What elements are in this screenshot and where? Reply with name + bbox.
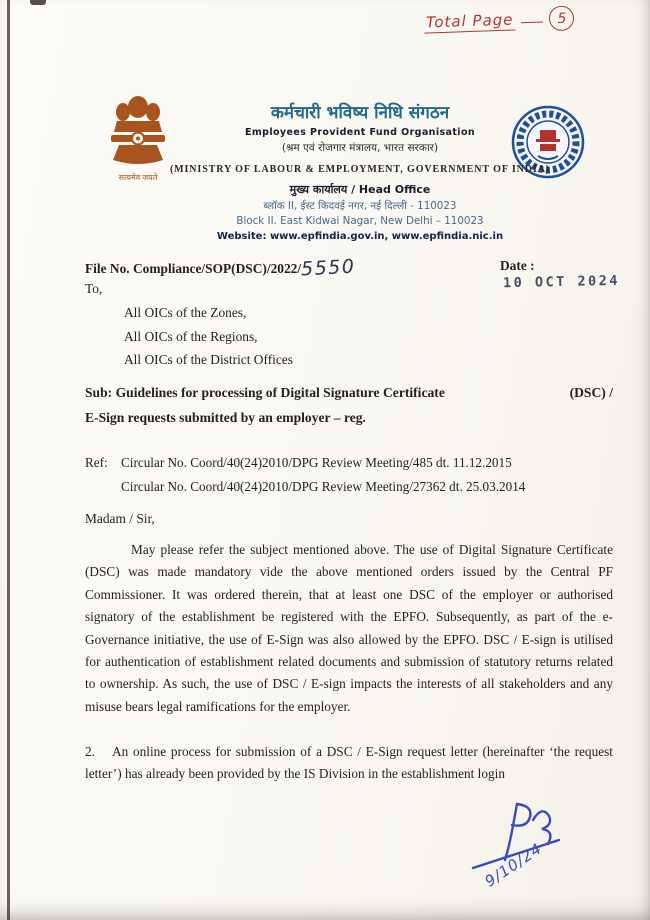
scan-corner-artifact: [30, 0, 46, 5]
head-office-line: मुख्य कार्यालय / Head Office: [289, 183, 431, 196]
to-label: To,: [85, 281, 103, 296]
handwritten-total-pages: [424, 5, 575, 35]
signature-block: [455, 798, 595, 908]
address-hindi: ब्लॉक II, ईस्ट किदवई नगर, नई दिल्ली - 110023: [263, 200, 457, 212]
recipient-item: All OICs of the District Offices: [124, 352, 293, 367]
reference-item: Circular No. Coord/40(24)2010/DPG Review Meeting/485 dt. 11.12.2015: [121, 455, 512, 470]
total-pages-dash: [522, 21, 544, 23]
recipient-item: All OICs of the Regions,: [124, 328, 258, 344]
ministry-english: (MINISTRY OF LABOUR & EMPLOYMENT, GOVERNMENT OF INDIA): [169, 164, 551, 175]
recipient-item: All OICs of the Zones,: [124, 305, 247, 320]
scan-edge-artifact: [7, 0, 10, 920]
signature-date: 9/10/24: [481, 839, 546, 891]
org-name-english: Employees Provident Fund Organisation: [244, 127, 476, 138]
date-label: Date :: [500, 258, 535, 273]
subject-text: Sub: Guidelines for processing of Digital Signature Certificate: [85, 385, 445, 400]
handwritten-file-number: 5550: [300, 255, 357, 281]
subject-line-1: [85, 381, 613, 406]
reference-label: Ref:: [85, 455, 108, 470]
paragraph-text: An online process for submission of a DSC / E-Sign request letter (hereinafter ‘the request letter’) has already been provided by the IS Division in the establishment login: [85, 744, 613, 782]
org-name-hindi: कर्मचारी भविष्य निधि संगठन: [270, 103, 450, 123]
total-pages-circled-value: 5: [549, 5, 575, 31]
date-stamp: 10 OCT 2024: [502, 272, 621, 292]
total-pages-label: Total Page: [424, 10, 516, 33]
salutation: Madam / Sir,: [85, 511, 155, 526]
paragraph-number: 2.: [85, 744, 95, 759]
ministry-hindi: (श्रम एवं रोजगार मंत्रालय, भारत सरकार): [281, 142, 439, 154]
body-paragraph-1: May please refer the subject mentioned above. The use of Digital Signature Certificate (DSC) was made mandatory vide the above mentioned orders issued by the Central PF Commissioner. It was ordered therein, that at least one DSC of the employer or authorised signatory of the establishment be registered with the EPFO. Subsequently, as part of the e-Governance initiative, the use of E-Sign was also allowed by the EPFO. DSC / E-sign is utilised for authentication of establishment related documents and submission of statutory returns related to ownership. As such, the use of DSC / E-sign impacts the interests of all stakeholders and any misuse bears legal ramifications for the employer.: [85, 542, 613, 714]
subject-block: [85, 381, 613, 430]
reference-block: [85, 451, 625, 499]
website-line: Website: www.epfindia.gov.in, www.epfindia.nic.in: [216, 231, 504, 242]
reference-item: Circular No. Coord/40(24)2010/DPG Review Meeting/27362 dt. 25.03.2014: [121, 479, 526, 494]
address-english: Block II. East Kidwai Nagar, New Delhi – 110023: [236, 215, 484, 227]
reference-row: [85, 451, 625, 475]
subject-suffix: (DSC) /: [569, 385, 613, 400]
file-number-line: [85, 255, 357, 281]
body-paragraph-2: [85, 741, 613, 786]
recipient-list: [124, 301, 293, 372]
subject-line-2: E-Sign requests submitted by an employer – reg.: [85, 409, 366, 425]
emblem-motto: सत्यमेव जयते: [118, 173, 158, 182]
file-number-label: File No. Compliance/SOP(DSC)/2022/: [85, 261, 302, 276]
letterhead: [150, 100, 570, 242]
